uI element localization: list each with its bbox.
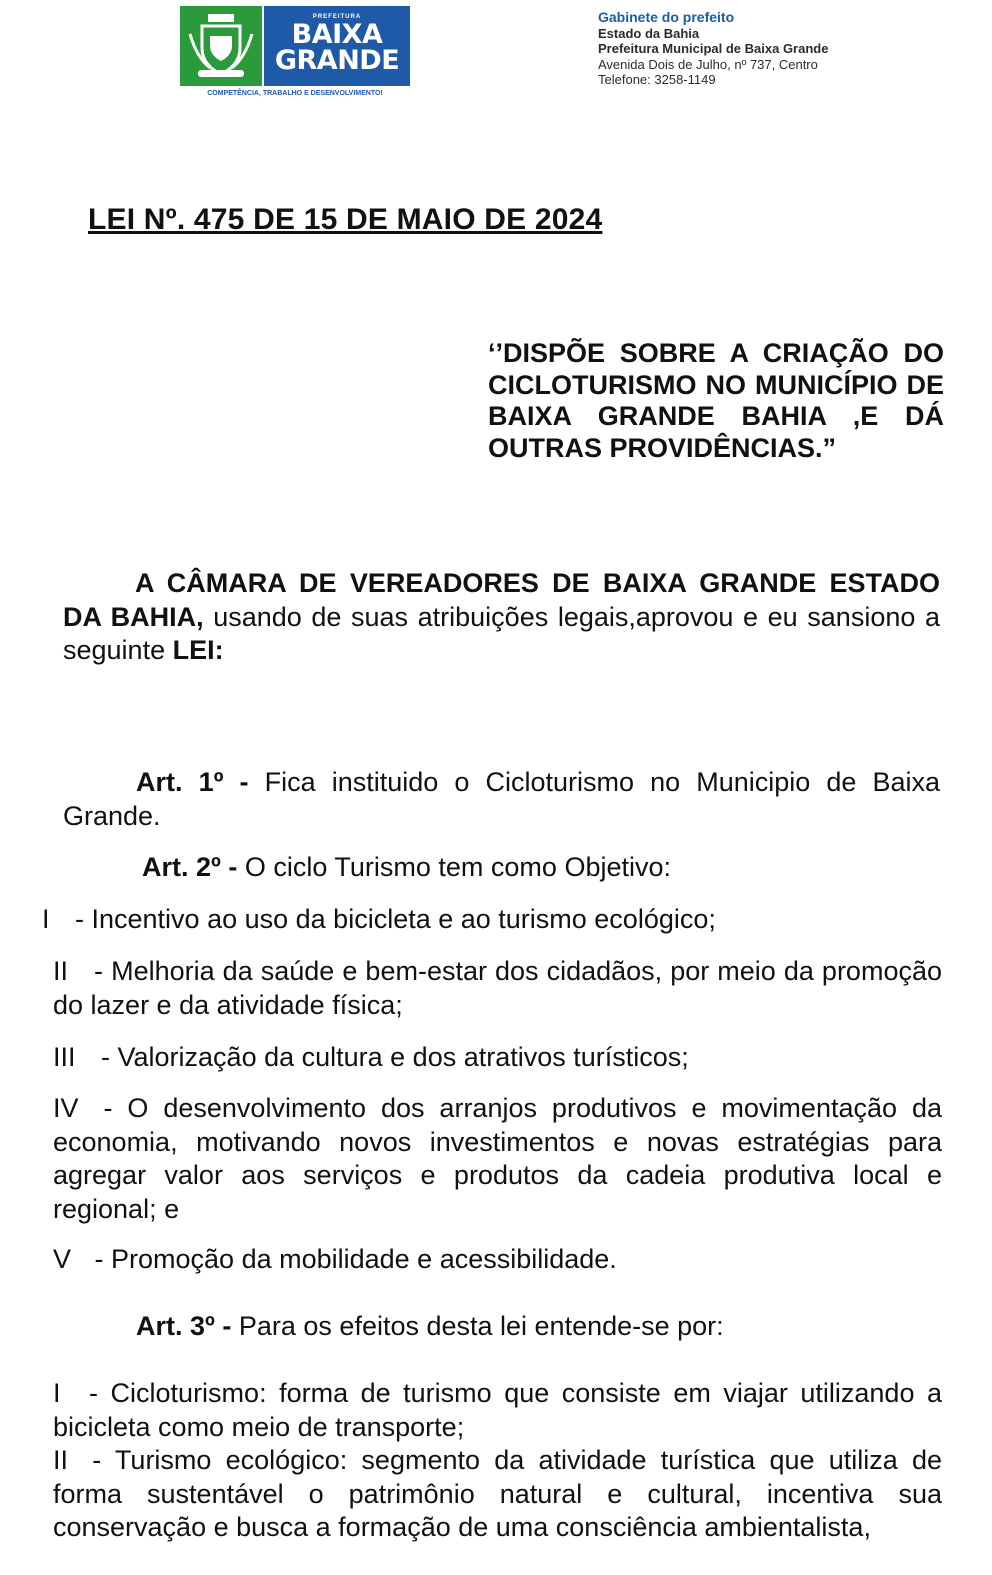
item-text: - Valorização da cultura e dos atrativos turísticos; bbox=[93, 1042, 689, 1072]
item-number: I bbox=[42, 904, 50, 934]
office-info bbox=[598, 10, 918, 88]
office-address: Avenida Dois de Julho, nº 737, Centro bbox=[598, 56, 818, 72]
item-text: - Turismo ecológico: segmento da atividade turística que utiliza de forma sustentável o patrimônio natural e cultural, incentiva sua conservação e busca a formação de uma consciência ambientalista, bbox=[53, 1445, 942, 1542]
article-3-item bbox=[53, 1444, 942, 1545]
item-number: II bbox=[53, 956, 69, 986]
office-state: Estado da Bahia bbox=[598, 25, 700, 41]
item-text: - Cicloturismo: forma de turismo que consiste em viajar utilizando a bicicleta como meio de transporte; bbox=[53, 1378, 942, 1442]
item-number: I bbox=[53, 1378, 61, 1408]
item-number: IV bbox=[53, 1093, 79, 1123]
article-1-text: Fica instituido o Cicloturismo no Municipio de Baixa Grande. bbox=[63, 767, 940, 831]
item-number: III bbox=[53, 1042, 76, 1072]
office-prefeitura: Prefeitura Municipal de Baixa Grande bbox=[598, 41, 829, 57]
office-phone: Telefone: 3258-1149 bbox=[598, 72, 716, 88]
item-text: - Melhoria da saúde e bem-estar dos cidadãos, por meio da promoção do lazer e da atividade física; bbox=[53, 956, 942, 1020]
prefeitura-logo bbox=[180, 6, 410, 101]
coat-of-arms-emblem bbox=[180, 6, 262, 86]
article-3-text: Para os efeitos desta lei entende-se por: bbox=[238, 1311, 724, 1341]
preamble-bold: A CÂMARA DE VEREADORES DE BAIXA GRANDE ESTADO DA BAHIA, bbox=[63, 568, 940, 632]
logo-municipality-name bbox=[264, 19, 410, 76]
logo-name-line1: BAIXA bbox=[291, 19, 383, 50]
preamble-text: usando de suas atribuições legais,aprovou e eu sansiono a seguinte bbox=[63, 601, 940, 665]
office-title: Gabinete do prefeito bbox=[598, 9, 735, 25]
item-text: - Promoção da mobilidade e acessibilidade. bbox=[87, 1244, 617, 1274]
article-3-item bbox=[53, 1377, 942, 1444]
article-3 bbox=[136, 1310, 942, 1344]
logo-prefeitura-label: PREFEITURA bbox=[312, 14, 362, 20]
preamble-lei: LEI: bbox=[172, 635, 224, 665]
item-text: - O desenvolvimento dos arranjos produtivos e movimentação da economia, motivando novos investimentos e novas estratégias para agregar valor aos serviços e produtos da cadeia produtiva local e regional; e bbox=[53, 1093, 942, 1224]
article-2-text: O ciclo Turismo tem como Objetivo: bbox=[244, 852, 671, 882]
article-2-item bbox=[53, 1092, 942, 1226]
article-2-item bbox=[53, 1243, 942, 1277]
law-title: LEI Nº. 475 DE 15 DE MAIO DE 2024 bbox=[88, 203, 603, 236]
article-2 bbox=[142, 851, 942, 885]
article-2-item bbox=[53, 1041, 942, 1075]
article-1 bbox=[63, 766, 940, 833]
article-2-label: Art. 2º - bbox=[142, 852, 245, 882]
article-3-label: Art. 3º - bbox=[136, 1311, 239, 1341]
article-2-item bbox=[53, 955, 942, 1022]
logo-slogan: COMPETÊNCIA, TRABALHO E DESENVOLVIMENTO! bbox=[207, 90, 383, 97]
law-ementa: ‘’DISPÕE SOBRE A CRIAÇÃO DO CICLOTURISMO NO MUNICÍPIO DE BAIXA GRANDE BAHIA ,E DÁ OUTRAS PROVIDÊNCIAS.” bbox=[488, 338, 944, 463]
preamble bbox=[63, 567, 940, 668]
item-number: II bbox=[53, 1445, 69, 1475]
article-1-label: Art. 1º - bbox=[136, 767, 265, 797]
item-number: V bbox=[53, 1244, 72, 1274]
logo-name-line2: GRANDE bbox=[274, 45, 400, 76]
article-2-item bbox=[42, 903, 942, 937]
item-text: - Incentivo ao uso da bicicleta e ao turismo ecológico; bbox=[67, 904, 716, 934]
